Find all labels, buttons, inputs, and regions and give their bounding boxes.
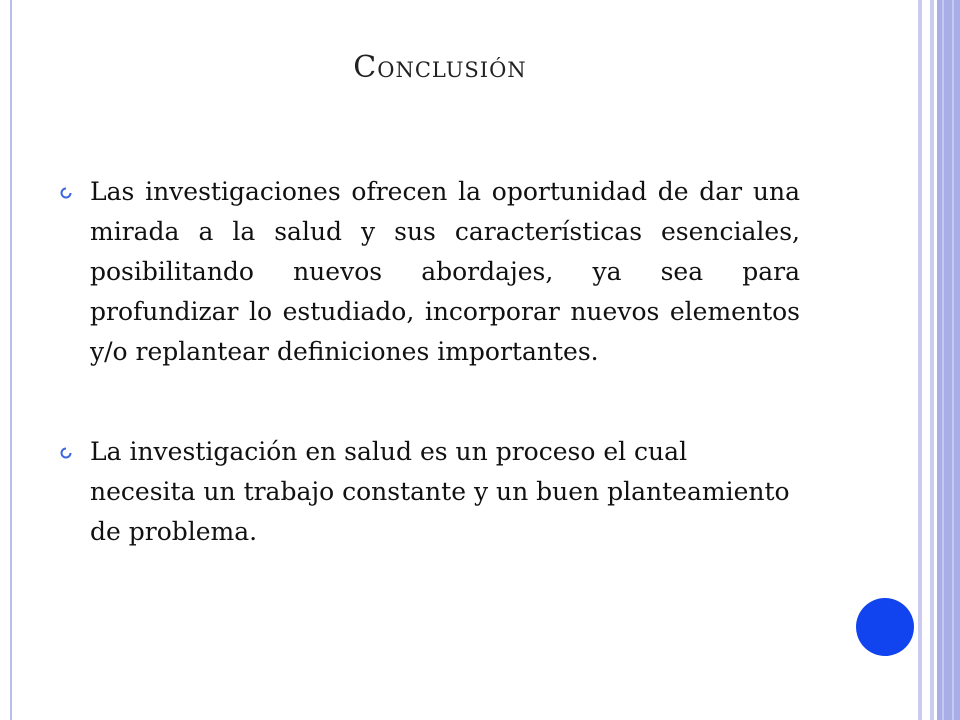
bullet-list (60, 172, 800, 552)
right-stripe-band (937, 0, 960, 720)
bullet-ring-icon (60, 187, 72, 199)
bullet-text: La investigación en salud es un proceso el cual necesita un trabajo constante y un buen planteamiento de problema. (90, 437, 790, 546)
right-stripe-gap (922, 0, 930, 720)
right-stripe-inner-line (952, 0, 954, 720)
slide-title: Conclusión (353, 50, 527, 85)
bullet-item (60, 432, 800, 552)
right-stripe-inner-line (942, 0, 944, 720)
bullet-text: Las investigaciones ofrecen la oportunidad de dar una mirada a la salud y sus características esenciales, posibilitando nuevos abordajes, ya sea para profundizar lo estudiado, incorporar nuevos elementos y/o replantear definiciones importantes. (90, 177, 800, 366)
bullet-item (60, 172, 800, 372)
left-border-line (10, 0, 12, 720)
decorative-blue-circle (856, 598, 914, 656)
bullet-ring-icon (60, 447, 72, 459)
